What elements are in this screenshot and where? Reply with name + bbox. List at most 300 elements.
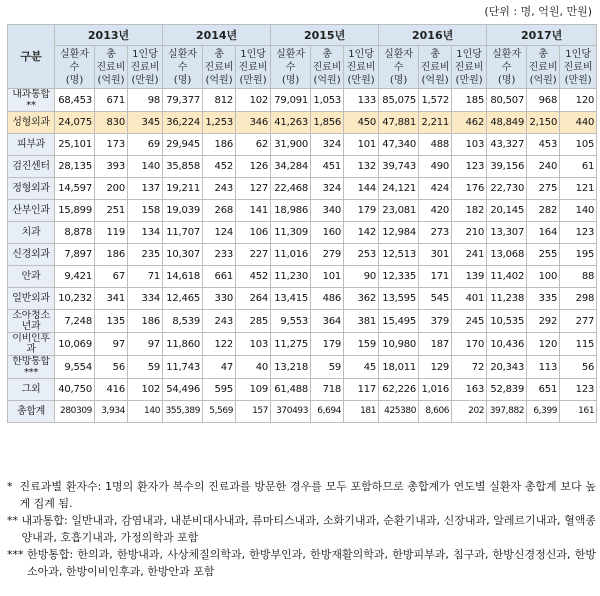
value-cell: 97 <box>95 333 128 356</box>
department-cell: 그외 <box>8 379 55 401</box>
value-cell: 11,309 <box>271 222 311 244</box>
value-cell: 173 <box>95 134 128 156</box>
value-cell: 345 <box>128 112 163 134</box>
value-cell: 241 <box>452 244 487 266</box>
value-cell: 35,858 <box>163 156 203 178</box>
value-cell: 142 <box>344 222 379 244</box>
table-row <box>8 333 597 356</box>
department-cell: 치과 <box>8 222 55 244</box>
value-cell: 298 <box>560 288 597 310</box>
sub-header-line: 진료비 <box>528 61 558 73</box>
value-cell: 135 <box>95 310 128 333</box>
value-cell: 120 <box>527 333 560 356</box>
sub-header-line: 1인당 <box>132 48 158 60</box>
sub-header <box>379 46 419 89</box>
value-cell: 397,882 <box>487 401 527 423</box>
department-cell: 한방통합*** <box>8 356 55 379</box>
value-cell: 285 <box>236 310 271 333</box>
value-cell: 10,232 <box>55 288 95 310</box>
sub-header-line: (억원) <box>205 74 233 86</box>
value-cell: 355,389 <box>163 401 203 423</box>
value-cell: 161 <box>560 401 597 423</box>
value-cell: 132 <box>344 156 379 178</box>
year-header: 2015년 <box>271 25 379 46</box>
value-cell: 490 <box>419 156 452 178</box>
value-cell: 13,218 <box>271 356 311 379</box>
value-cell: 275 <box>527 178 560 200</box>
value-cell: 164 <box>527 222 560 244</box>
value-cell: 10,980 <box>379 333 419 356</box>
value-cell: 264 <box>236 288 271 310</box>
sub-header-line: (억원) <box>529 74 557 86</box>
value-cell: 139 <box>452 266 487 288</box>
value-cell: 109 <box>236 379 271 401</box>
value-cell: 362 <box>344 288 379 310</box>
value-cell: 6,399 <box>527 401 560 423</box>
value-cell: 158 <box>128 200 163 222</box>
value-cell: 123 <box>560 379 597 401</box>
value-cell: 24,121 <box>379 178 419 200</box>
value-cell: 115 <box>560 333 597 356</box>
value-cell: 102 <box>236 89 271 112</box>
value-cell: 7,248 <box>55 310 95 333</box>
value-cell: 56 <box>560 356 597 379</box>
value-cell: 43,327 <box>487 134 527 156</box>
table-row <box>8 156 597 178</box>
department-cell: 산부인과 <box>8 200 55 222</box>
value-cell: 170 <box>452 333 487 356</box>
value-cell: 56 <box>95 356 128 379</box>
value-cell: 279 <box>311 244 344 266</box>
value-cell: 12,513 <box>379 244 419 266</box>
value-cell: 29,945 <box>163 134 203 156</box>
value-cell: 80,507 <box>487 89 527 112</box>
sub-header-line: 총 <box>214 48 224 60</box>
value-cell: 160 <box>311 222 344 244</box>
value-cell: 47,881 <box>379 112 419 134</box>
value-cell: 243 <box>203 310 236 333</box>
value-cell: 13,307 <box>487 222 527 244</box>
sub-header-line: (억원) <box>97 74 125 86</box>
sub-header-line: (만원) <box>564 74 592 86</box>
sub-header-line: 실환자 <box>276 48 306 60</box>
value-cell: 45 <box>344 356 379 379</box>
department-cell: 일반외과 <box>8 288 55 310</box>
value-cell: 227 <box>236 244 271 266</box>
value-cell: 54,496 <box>163 379 203 401</box>
value-cell: 129 <box>419 356 452 379</box>
sub-header <box>527 46 560 89</box>
value-cell: 69 <box>128 134 163 156</box>
sub-header-line: 실환자 <box>384 48 414 60</box>
sub-header <box>163 46 203 89</box>
value-cell: 341 <box>95 288 128 310</box>
sub-header-line: 1인당 <box>240 48 266 60</box>
value-cell: 185 <box>452 89 487 112</box>
sub-header-line: (명) <box>65 74 84 86</box>
value-cell: 8,878 <box>55 222 95 244</box>
value-cell: 1,016 <box>419 379 452 401</box>
value-cell: 401 <box>452 288 487 310</box>
value-cell: 12,335 <box>379 266 419 288</box>
value-cell: 159 <box>344 333 379 356</box>
value-cell: 340 <box>311 200 344 222</box>
footnote-text: 내과통합: 일반내과, 감염내과, 내분비대사내과, 류마티스내과, 소화기내과, 순환기내과, 신장내과, 알레르기내과, 혈액종양내과, 호흡기내과, 가정의학과 포함 <box>21 514 596 544</box>
value-cell: 451 <box>311 156 344 178</box>
corner-header: 구분 <box>8 25 55 89</box>
value-cell: 14,618 <box>163 266 203 288</box>
value-cell: 88 <box>560 266 597 288</box>
value-cell: 105 <box>560 134 597 156</box>
sub-header-line: 총 <box>106 48 116 60</box>
value-cell: 243 <box>203 178 236 200</box>
sub-header-line: 진료비 <box>563 61 593 73</box>
footnote-mark: ** <box>7 514 22 527</box>
value-cell: 31,900 <box>271 134 311 156</box>
value-cell: 124 <box>203 222 236 244</box>
value-cell: 11,230 <box>271 266 311 288</box>
table-row <box>8 288 597 310</box>
value-cell: 103 <box>452 134 487 156</box>
department-cell: 정형외과 <box>8 178 55 200</box>
department-cell: 성형외과 <box>8 112 55 134</box>
value-cell: 425380 <box>379 401 419 423</box>
value-cell: 334 <box>128 288 163 310</box>
value-cell: 292 <box>527 310 560 333</box>
value-cell: 15,495 <box>379 310 419 333</box>
value-cell: 1,856 <box>311 112 344 134</box>
value-cell: 52,839 <box>487 379 527 401</box>
value-cell: 187 <box>419 333 452 356</box>
sub-header-line: 진료비 <box>346 61 376 73</box>
value-cell: 11,707 <box>163 222 203 244</box>
value-cell: 186 <box>203 134 236 156</box>
value-cell: 34,284 <box>271 156 311 178</box>
sub-header-line: (명) <box>173 74 192 86</box>
value-cell: 98 <box>128 89 163 112</box>
value-cell: 140 <box>128 401 163 423</box>
value-cell: 268 <box>203 200 236 222</box>
table-row <box>8 200 597 222</box>
value-cell: 10,535 <box>487 310 527 333</box>
value-cell: 301 <box>419 244 452 266</box>
value-cell: 59 <box>128 356 163 379</box>
sub-header <box>128 46 163 89</box>
sub-header-line: (만원) <box>455 74 483 86</box>
value-cell: 453 <box>527 134 560 156</box>
value-cell: 134 <box>128 222 163 244</box>
value-cell: 179 <box>344 200 379 222</box>
value-cell: 452 <box>236 266 271 288</box>
value-cell: 79,377 <box>163 89 203 112</box>
value-cell: 210 <box>452 222 487 244</box>
table-row <box>8 310 597 333</box>
value-cell: 122 <box>203 333 236 356</box>
value-cell: 233 <box>203 244 236 266</box>
sub-header-line: (만원) <box>239 74 267 86</box>
sub-header <box>95 46 128 89</box>
value-cell: 113 <box>527 356 560 379</box>
value-cell: 235 <box>128 244 163 266</box>
value-cell: 8,606 <box>419 401 452 423</box>
sub-header <box>203 46 236 89</box>
value-cell: 97 <box>128 333 163 356</box>
value-cell: 200 <box>95 178 128 200</box>
value-cell: 12,984 <box>379 222 419 244</box>
sub-header-line: 실환자 <box>492 48 522 60</box>
table-row <box>8 178 597 200</box>
value-cell: 157 <box>236 401 271 423</box>
sub-header-line: 수 <box>501 61 512 73</box>
value-cell: 462 <box>452 112 487 134</box>
value-cell: 11,016 <box>271 244 311 266</box>
footnote-text: 한방통합: 한의과, 한방내과, 사상체질의학과, 한방부인과, 한방재활의학과, 한방피부과, 침구과, 한방신경정신과, 한방소아과, 한방이비인후과, 한방안과 포함 <box>27 548 596 578</box>
value-cell: 140 <box>560 200 597 222</box>
value-cell: 36,224 <box>163 112 203 134</box>
value-cell: 379 <box>419 310 452 333</box>
value-cell: 718 <box>311 379 344 401</box>
value-cell: 452 <box>203 156 236 178</box>
value-cell: 324 <box>311 178 344 200</box>
table-row <box>8 112 597 134</box>
value-cell: 123 <box>560 222 597 244</box>
table-row <box>8 244 597 266</box>
value-cell: 90 <box>344 266 379 288</box>
value-cell: 11,860 <box>163 333 203 356</box>
value-cell: 5,569 <box>203 401 236 423</box>
department-cell: 피부과 <box>8 134 55 156</box>
value-cell: 416 <box>95 379 128 401</box>
footnotes <box>7 478 596 580</box>
value-cell: 253 <box>344 244 379 266</box>
value-cell: 22,468 <box>271 178 311 200</box>
value-cell: 102 <box>128 379 163 401</box>
value-cell: 195 <box>560 244 597 266</box>
value-cell: 47,340 <box>379 134 419 156</box>
sub-header <box>560 46 597 89</box>
value-cell: 48,849 <box>487 112 527 134</box>
value-cell: 59 <box>311 356 344 379</box>
year-header: 2014년 <box>163 25 271 46</box>
sub-header-line: 1인당 <box>456 48 482 60</box>
value-cell: 18,011 <box>379 356 419 379</box>
sub-header-line: 수 <box>393 61 404 73</box>
value-cell: 186 <box>95 244 128 266</box>
sub-header <box>487 46 527 89</box>
sub-header-line: 진료비 <box>204 61 234 73</box>
value-cell: 182 <box>452 200 487 222</box>
value-cell: 19,211 <box>163 178 203 200</box>
value-cell: 1,572 <box>419 89 452 112</box>
value-cell: 62,226 <box>379 379 419 401</box>
value-cell: 324 <box>311 134 344 156</box>
value-cell: 7,897 <box>55 244 95 266</box>
value-cell: 11,402 <box>487 266 527 288</box>
year-header: 2016년 <box>379 25 487 46</box>
sub-header <box>311 46 344 89</box>
value-cell: 22,730 <box>487 178 527 200</box>
sub-header-line: 수 <box>285 61 296 73</box>
footnote-mark: *** <box>7 548 27 561</box>
value-cell: 830 <box>95 112 128 134</box>
value-cell: 11,238 <box>487 288 527 310</box>
value-cell: 181 <box>344 401 379 423</box>
sub-header-line: (억원) <box>313 74 341 86</box>
sub-header-line: 총 <box>430 48 440 60</box>
table-row <box>8 356 597 379</box>
value-cell: 140 <box>128 156 163 178</box>
sub-header-line: 진료비 <box>312 61 342 73</box>
value-cell: 14,597 <box>55 178 95 200</box>
footnote <box>7 478 596 512</box>
value-cell: 79,091 <box>271 89 311 112</box>
value-cell: 39,156 <box>487 156 527 178</box>
value-cell: 119 <box>95 222 128 244</box>
sub-header-line: 수 <box>69 61 80 73</box>
sub-header-line: (명) <box>389 74 408 86</box>
sub-header-line: 진료비 <box>454 61 484 73</box>
value-cell: 277 <box>560 310 597 333</box>
value-cell: 488 <box>419 134 452 156</box>
sub-header-line: (억원) <box>421 74 449 86</box>
value-cell: 163 <box>452 379 487 401</box>
department-cell: 안과 <box>8 266 55 288</box>
value-cell: 62 <box>236 134 271 156</box>
value-cell: 2,211 <box>419 112 452 134</box>
sub-header <box>452 46 487 89</box>
value-cell: 20,145 <box>487 200 527 222</box>
sub-header-line: 총 <box>538 48 548 60</box>
year-header: 2013년 <box>55 25 163 46</box>
value-cell: 10,307 <box>163 244 203 266</box>
unit-label: (단위 : 명, 억원, 만원) <box>484 5 592 18</box>
sub-header-line: 진료비 <box>238 61 268 73</box>
value-cell: 545 <box>419 288 452 310</box>
value-cell: 9,553 <box>271 310 311 333</box>
value-cell: 330 <box>203 288 236 310</box>
value-cell: 1,253 <box>203 112 236 134</box>
value-cell: 126 <box>236 156 271 178</box>
value-cell: 12,465 <box>163 288 203 310</box>
value-cell: 6,694 <box>311 401 344 423</box>
value-cell: 67 <box>95 266 128 288</box>
value-cell: 364 <box>311 310 344 333</box>
department-cell: 이비인후과 <box>8 333 55 356</box>
table-row <box>8 266 597 288</box>
value-cell: 240 <box>527 156 560 178</box>
patients-by-department-table <box>7 24 597 423</box>
department-cell: 신경외과 <box>8 244 55 266</box>
sub-header <box>344 46 379 89</box>
value-cell: 176 <box>452 178 487 200</box>
sub-header <box>419 46 452 89</box>
value-cell: 120 <box>560 89 597 112</box>
value-cell: 133 <box>344 89 379 112</box>
value-cell: 40 <box>236 356 271 379</box>
sub-header-line: (명) <box>281 74 300 86</box>
table-row <box>8 134 597 156</box>
value-cell: 101 <box>311 266 344 288</box>
year-header: 2017년 <box>487 25 597 46</box>
value-cell: 661 <box>203 266 236 288</box>
value-cell: 100 <box>527 266 560 288</box>
value-cell: 595 <box>203 379 236 401</box>
value-cell: 13,068 <box>487 244 527 266</box>
value-cell: 381 <box>344 310 379 333</box>
sub-header-line: 실환자 <box>60 48 89 60</box>
value-cell: 245 <box>452 310 487 333</box>
footnote-text: 진료과별 환자수: 1명의 환자가 복수의 진료과를 방문한 경우를 모두 포함하므로 총합계가 연도별 실환자 총합계 보다 높게 집계 됨. <box>19 480 596 510</box>
sub-header-line: 총 <box>322 48 332 60</box>
value-cell: 393 <box>95 156 128 178</box>
value-cell: 420 <box>419 200 452 222</box>
value-cell: 202 <box>452 401 487 423</box>
value-cell: 11,275 <box>271 333 311 356</box>
value-cell: 186 <box>128 310 163 333</box>
footnote-mark: * <box>7 480 20 493</box>
sub-header <box>236 46 271 89</box>
value-cell: 103 <box>236 333 271 356</box>
value-cell: 85,075 <box>379 89 419 112</box>
table-row <box>8 222 597 244</box>
value-cell: 2,150 <box>527 112 560 134</box>
value-cell: 101 <box>344 134 379 156</box>
value-cell: 137 <box>128 178 163 200</box>
table-row <box>8 401 597 423</box>
value-cell: 335 <box>527 288 560 310</box>
value-cell: 121 <box>560 178 597 200</box>
value-cell: 10,069 <box>55 333 95 356</box>
table-row <box>8 89 597 112</box>
sub-header-line: 1인당 <box>565 48 591 60</box>
value-cell: 486 <box>311 288 344 310</box>
sub-header-line: 수 <box>177 61 188 73</box>
sub-header-line: 진료비 <box>130 61 160 73</box>
sub-header-line: 실환자 <box>168 48 198 60</box>
department-cell: 내과통합** <box>8 89 55 112</box>
value-cell: 450 <box>344 112 379 134</box>
value-cell: 23,081 <box>379 200 419 222</box>
sub-header-line: 진료비 <box>96 61 126 73</box>
value-cell: 9,554 <box>55 356 95 379</box>
value-cell: 171 <box>419 266 452 288</box>
sub-header-line: (만원) <box>131 74 159 86</box>
value-cell: 280309 <box>55 401 95 423</box>
value-cell: 424 <box>419 178 452 200</box>
value-cell: 282 <box>527 200 560 222</box>
value-cell: 28,135 <box>55 156 95 178</box>
value-cell: 19,039 <box>163 200 203 222</box>
value-cell: 968 <box>527 89 560 112</box>
value-cell: 13,595 <box>379 288 419 310</box>
sub-header-line: (만원) <box>347 74 375 86</box>
department-cell: 총합계 <box>8 401 55 423</box>
value-cell: 20,343 <box>487 356 527 379</box>
sub-header <box>55 46 95 89</box>
value-cell: 68,453 <box>55 89 95 112</box>
value-cell: 3,934 <box>95 401 128 423</box>
value-cell: 141 <box>236 200 271 222</box>
footnote <box>7 546 596 580</box>
value-cell: 24,075 <box>55 112 95 134</box>
value-cell: 41,263 <box>271 112 311 134</box>
footnote <box>7 512 596 546</box>
value-cell: 61 <box>560 156 597 178</box>
department-cell: 검진센터 <box>8 156 55 178</box>
value-cell: 255 <box>527 244 560 266</box>
value-cell: 11,743 <box>163 356 203 379</box>
value-cell: 179 <box>311 333 344 356</box>
